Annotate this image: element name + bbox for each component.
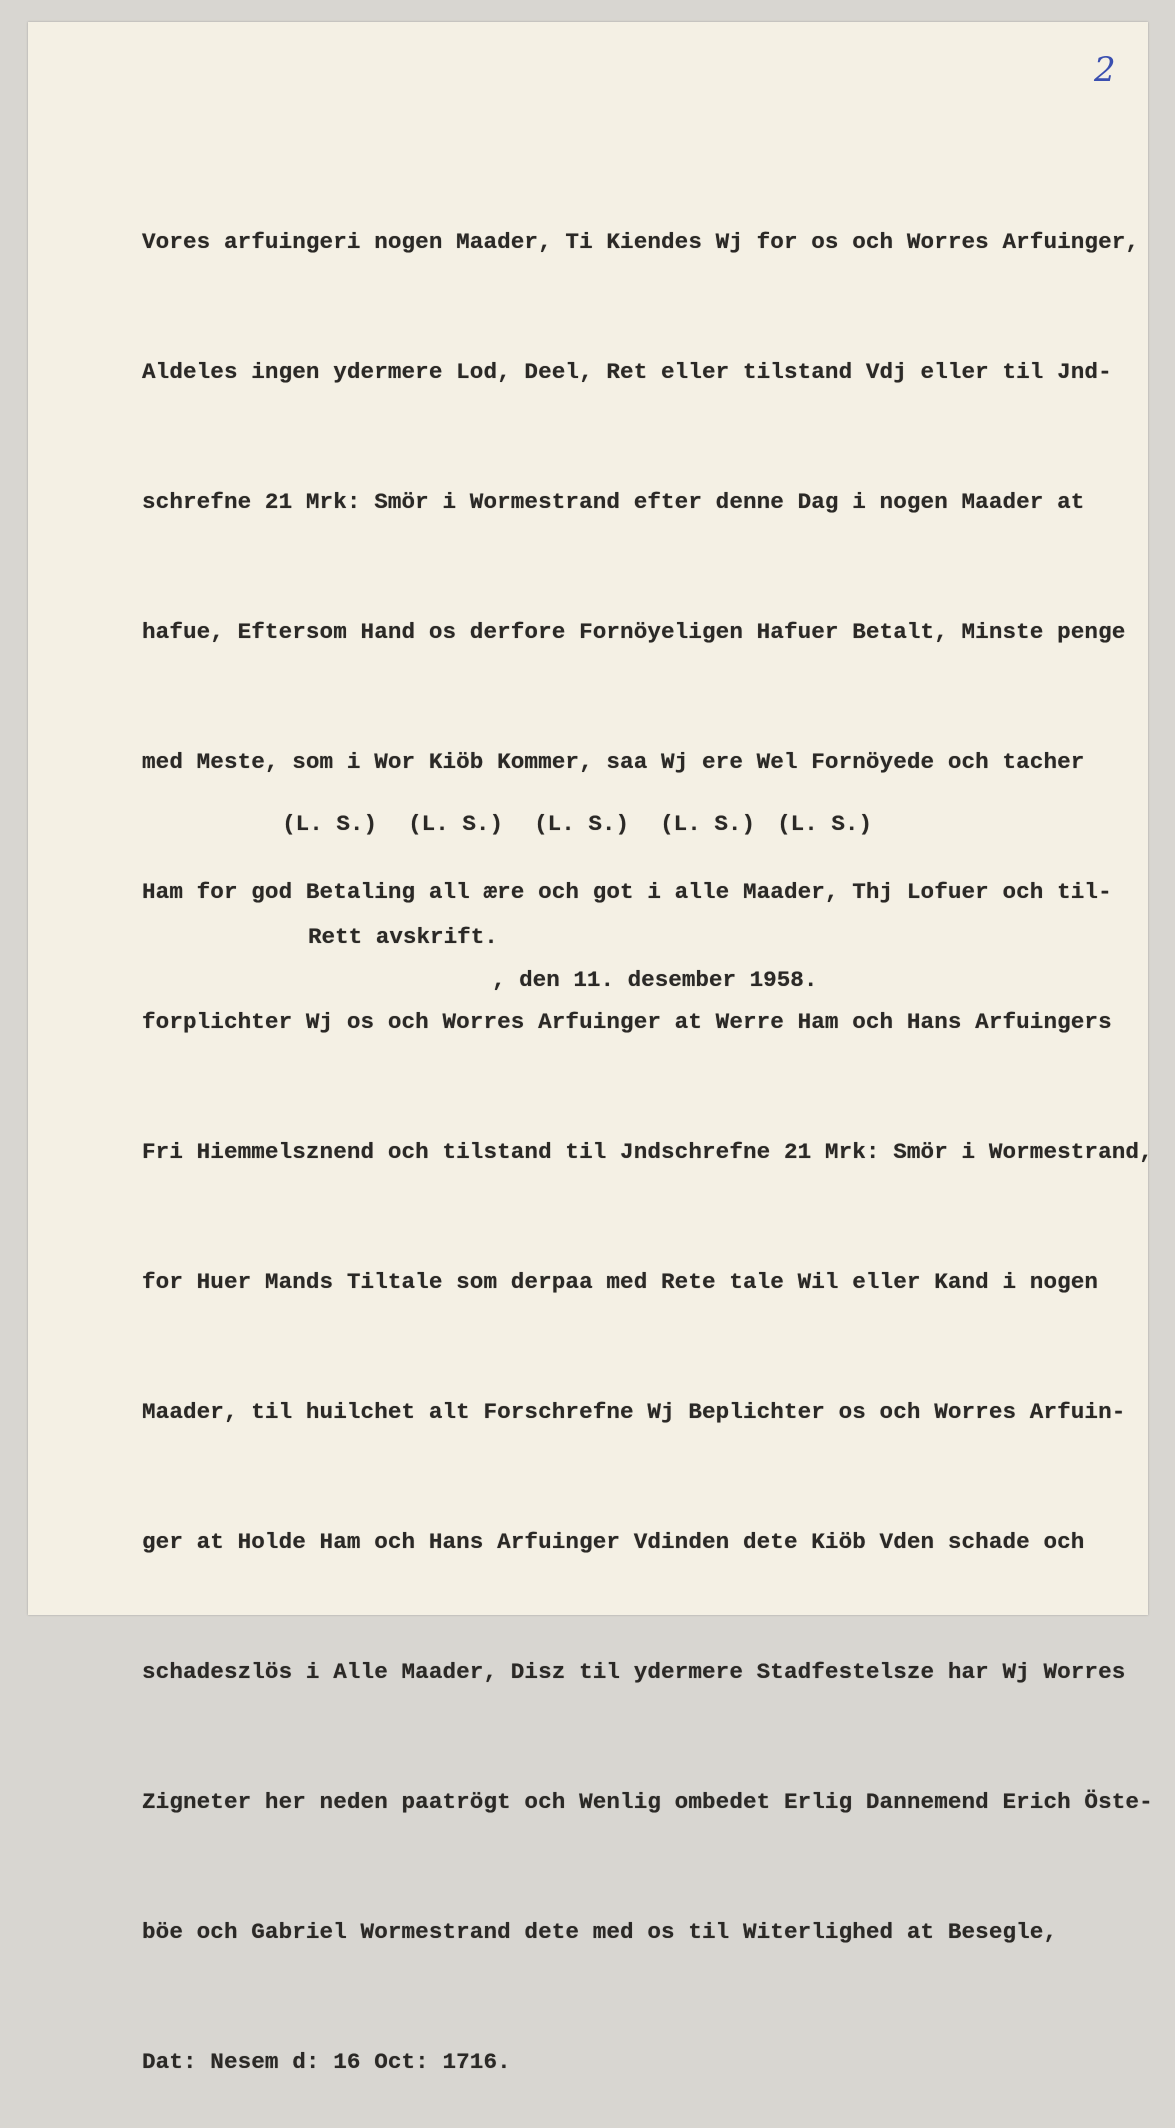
body-line: med Meste, som i Wor Kiöb Kommer, saa Wj ere Wel Fornöyede och tacher (142, 748, 1085, 775)
body-line: Aldeles ingen ydermere Lod, Deel, Ret eller tilstand Vdj eller til Jnd- (142, 358, 1112, 385)
body-line: Ham for god Betaling all ære och got i alle Maader, Thj Lofuer och til- (142, 878, 1112, 905)
body-line: schadeszlös i Alle Maader, Disz til ydermere Stadfestelsze har Wj Worres (142, 1659, 1126, 1686)
page-number: 2 (1094, 50, 1116, 90)
body-line: Maader, til huilchet alt Forschrefne Wj Beplichter os och Worres Arfuin- (142, 1398, 1126, 1425)
body-line: Vores arfuingeri nogen Maader, Ti Kiendes Wj for os och Worres Arfuinger, (142, 228, 1140, 255)
certification-text: Rett avskrift. (308, 924, 498, 950)
seal-marks (255, 785, 903, 837)
seal-mark: (L. S.) (534, 811, 630, 837)
seal-mark: (L. S.) (282, 811, 378, 837)
seal-mark: (L. S.) (660, 811, 756, 837)
seal-mark: (L. S.) (777, 811, 873, 837)
body-line: schrefne 21 Mrk: Smör i Wormestrand efter denne Dag i nogen Maader at (142, 488, 1085, 515)
body-line: Fri Hiemmelsznend och tilstand til Jndschrefne 21 Mrk: Smör i Wormestrand, (142, 1138, 1153, 1165)
body-line: Zigneter her neden paatrögt och Wenlig ombedet Erlig Dannemend Erich Öste- (142, 1789, 1153, 1816)
body-line: for Huer Mands Tiltale som derpaa med Rete tale Wil eller Kand i nogen (142, 1268, 1099, 1295)
dating-line: Dat: Nesem d: 16 Oct: 1716. (142, 2049, 511, 2076)
certification-date: , den 11. desember 1958. (492, 967, 818, 993)
body-line: forplichter Wj os och Worres Arfuinger at Werre Ham och Hans Arfuingers (142, 1008, 1112, 1035)
body-line: böe och Gabriel Wormestrand dete med os til Witerlighed at Besegle, (142, 1919, 1058, 1946)
document-body (142, 134, 1153, 2128)
seal-mark: (L. S.) (408, 811, 504, 837)
body-line: ger at Holde Ham och Hans Arfuinger Vdinden dete Kiöb Vden schade och (142, 1529, 1085, 1555)
body-line: hafue, Eftersom Hand os derfore Fornöyeligen Hafuer Betalt, Minste penge (142, 618, 1126, 645)
